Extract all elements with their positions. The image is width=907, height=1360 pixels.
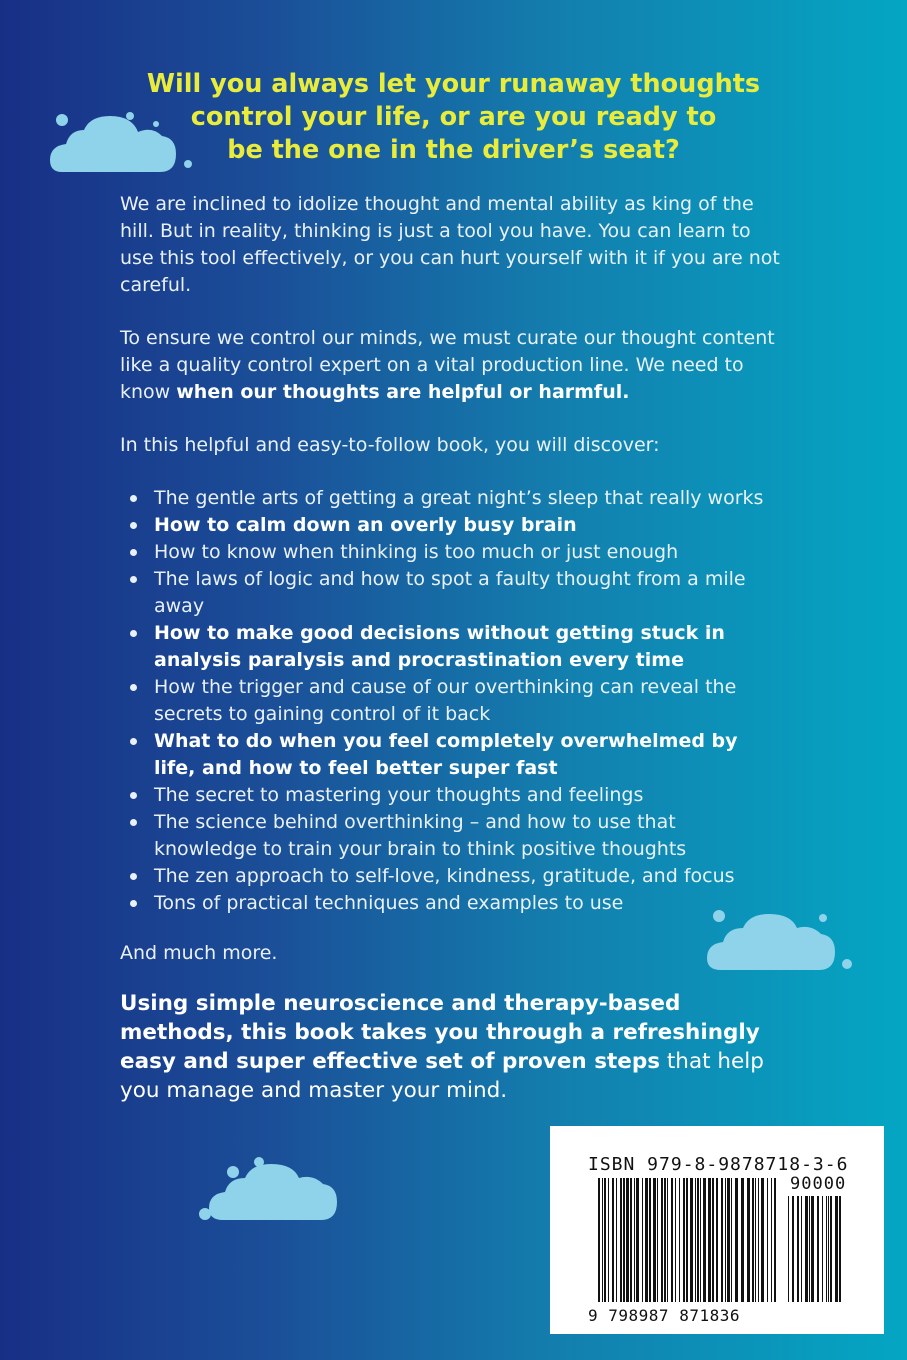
barcode-icon — [550, 1126, 884, 1334]
intro-paragraph-3: In this helpful and easy-to-follow book, you will discover: — [120, 434, 660, 456]
list-item: How to calm down an overly busy brain — [120, 512, 780, 539]
headline-line-1: Will you always let your runaway thoughts — [146, 69, 761, 99]
list-item: The gentle arts of getting a great night’s sleep that really works — [120, 485, 780, 512]
and-much-more: And much more. — [120, 942, 278, 964]
list-item: The secret to mastering your thoughts and feelings — [120, 782, 780, 809]
list-item: How the trigger and cause of our overthinking can reveal the secrets to gaining control of it back — [120, 674, 780, 728]
list-item: Tons of practical techniques and examples to use — [120, 890, 780, 917]
intro-paragraph-2 — [120, 325, 780, 406]
list-item: The zen approach to self-love, kindness, gratitude, and focus — [120, 863, 780, 890]
list-item: The science behind overthinking – and how to use that knowledge to train your brain to think positive thoughts — [120, 809, 780, 863]
barcode-panel — [550, 1126, 884, 1334]
list-item: How to know when thinking is too much or just enough — [120, 539, 780, 566]
intro-paragraph-1: We are inclined to idolize thought and mental ability as king of the hill. But in reality, thinking is just a tool you have. You can learn to use this tool effectively, or you can hurt yourself with it if you are not careful. — [120, 193, 780, 296]
intro-paragraph-2-emphasis: when our thoughts are helpful or harmful. — [176, 381, 630, 403]
closing-emphasis: Using simple neuroscience and therapy-based methods, this book takes you through a refreshingly easy and super effective set of proven steps — [120, 991, 760, 1074]
ean-digits: 9 798987 871836 — [588, 1306, 740, 1325]
closing-text: that help you manage and master your mind. — [120, 1049, 764, 1103]
intro-paragraph-2-text: To ensure we control our minds, we must curate our thought content like a quality control expert on a vital production line. We need to know — [120, 327, 775, 403]
headline-line-3: be the one in the driver’s seat? — [227, 135, 680, 165]
headline-line-2: control your life, or are you ready to — [190, 102, 717, 132]
cloud-icon-bottom — [195, 1154, 350, 1224]
list-item: The laws of logic and how to spot a faulty thought from a mile away — [120, 566, 780, 620]
price-code: 90000 — [790, 1174, 847, 1194]
back-cover-headline — [100, 68, 807, 167]
list-item: What to do when you feel completely overwhelmed by life, and how to feel better super fast — [120, 728, 780, 782]
discover-list — [120, 485, 780, 917]
closing-paragraph — [120, 989, 800, 1105]
list-item: How to make good decisions without getting stuck in analysis paralysis and procrastination every time — [120, 620, 780, 674]
isbn-number: ISBN 979-8-9878718-3-6 — [588, 1154, 849, 1175]
